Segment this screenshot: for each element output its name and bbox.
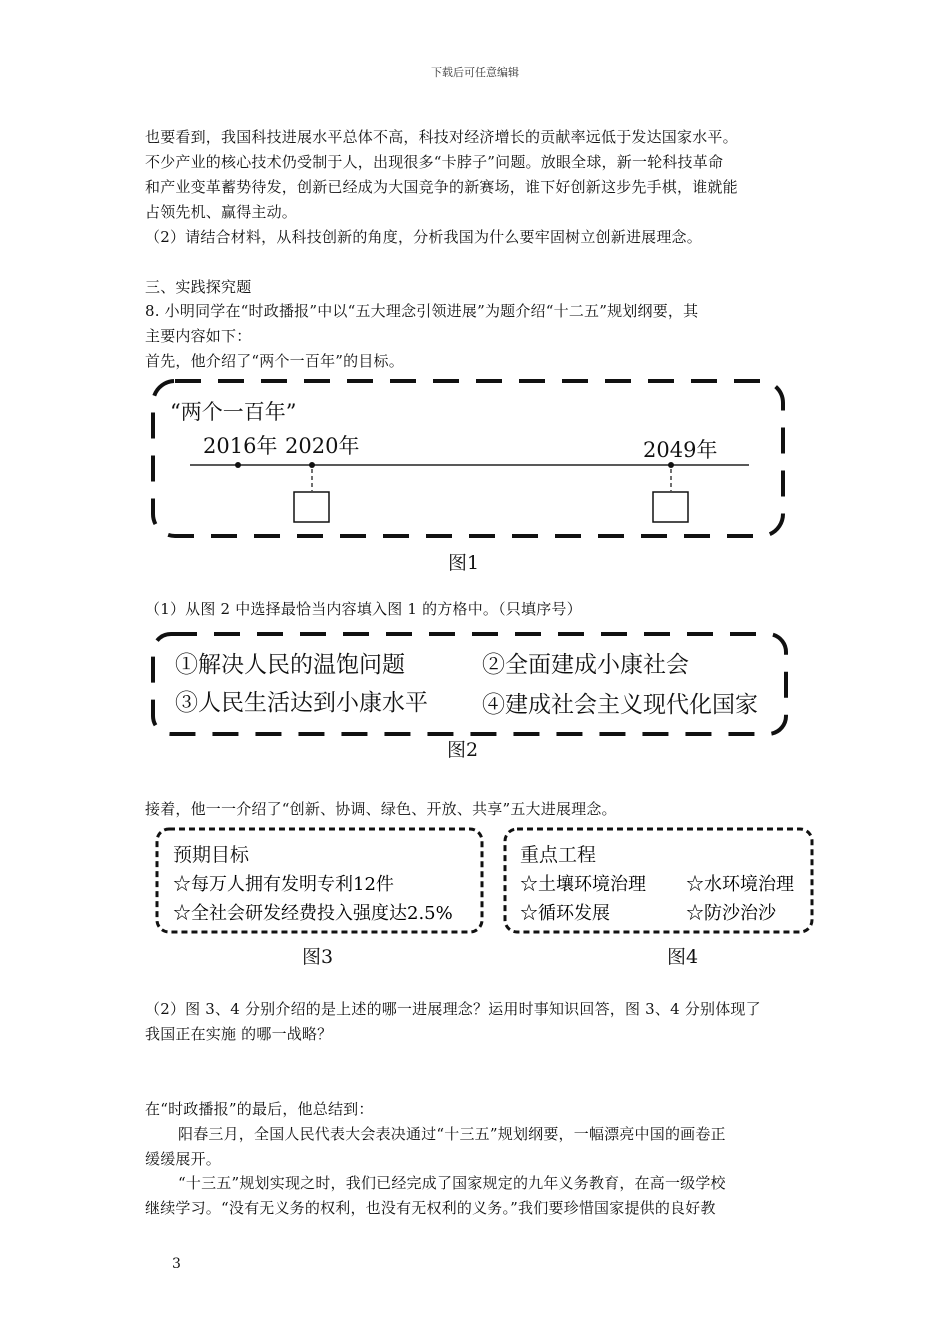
- year-label: 2020年: [285, 434, 360, 458]
- text-line: 接着，他一一介绍了“创新、协调、绿色、开放、共享”五大进展理念。: [145, 800, 617, 818]
- text-line: 首先，他介绍了“两个一百年”的目标。: [145, 352, 404, 370]
- question-2: （2）请结合材料，从科技创新的角度，分析我国为什么要牢固树立创新进展理念。: [145, 228, 702, 246]
- fig1-title: “两个一百年”: [170, 400, 297, 424]
- option-2: ②全面建成小康社会: [482, 652, 689, 678]
- text-line: 占领先机、赢得主动。: [145, 203, 298, 221]
- text-line: “十三五”规划实现之时，我们已经完成了国家规定的九年义务教育，在高一级学校: [178, 1174, 726, 1192]
- figure-2: [145, 628, 795, 768]
- fig3-caption: 图3: [302, 946, 334, 968]
- text-line: 缓缓展开。: [145, 1150, 222, 1168]
- fig4-item: ☆循环发展: [520, 903, 610, 924]
- text-line: 在“时政播报”的最后，他总结到：: [145, 1100, 374, 1118]
- option-1: ①解决人民的温饱问题: [175, 652, 405, 678]
- figure-1: [145, 375, 795, 575]
- text-line: 阳春三月，全国人民代表大会表决通过“十三五”规划纲要，一幅漂亮中国的画卷正: [178, 1125, 726, 1143]
- question-2b: （2）图 3、4 分别介绍的是上述的哪一进展理念？运用时事知识回答，图 3、4 分别体现了: [145, 1000, 761, 1018]
- fig3-item: ☆全社会研发经费投入强度达2.5%: [173, 903, 453, 924]
- text-line: 也要看到，我国科技进展水平总体不高，科技对经济增长的贡献率远低于发达国家水平。: [145, 128, 738, 146]
- option-4: ④建成社会主义现代化国家: [482, 692, 758, 718]
- figure-3-4: [145, 823, 820, 973]
- fig4-item: ☆水环境治理: [686, 874, 794, 895]
- answer-box[interactable]: [294, 492, 329, 522]
- fig2-caption: 图2: [447, 739, 479, 761]
- page-header: 下载后可任意编辑: [431, 66, 519, 79]
- fig4-item: ☆防沙治沙: [686, 903, 776, 924]
- section-heading: 三、实践探究题: [145, 278, 252, 296]
- text-line: 我国正在实施 的哪一战略？: [145, 1025, 333, 1043]
- text-line: 不少产业的核心技术仍受制于人，出现很多“卡脖子”问题。放眼全球，新一轮科技革命: [145, 153, 724, 171]
- question-1: （1）从图 2 中选择最恰当内容填入图 1 的方格中。（只填序号）: [145, 600, 582, 618]
- text-line: 继续学习。“没有无义务的权利，也没有无权利的义务。”我们要珍惜国家提供的良好教: [145, 1199, 716, 1217]
- fig4-caption: 图4: [667, 946, 699, 968]
- fig3-item: ☆每万人拥有发明专利12件: [173, 874, 394, 895]
- fig4-item: ☆土壤环境治理: [520, 874, 646, 895]
- question-8: 8. 小明同学在“时政播报”中以“五大理念引领进展”为题介绍“十二五”规划纲要，其: [145, 302, 699, 320]
- year-label: 2016年: [203, 434, 278, 458]
- page-number: 3: [172, 1256, 181, 1272]
- text-line: 和产业变革蓄势待发，创新已经成为大国竞争的新赛场，谁下好创新这步先手棋，谁就能: [145, 178, 738, 196]
- text-line: 主要内容如下：: [145, 327, 252, 345]
- fig4-title: 重点工程: [520, 844, 597, 866]
- fig1-caption: 图1: [448, 552, 480, 574]
- fig3-title: 预期目标: [173, 844, 250, 866]
- option-3: ③人民生活达到小康水平: [175, 690, 428, 716]
- answer-box[interactable]: [653, 492, 688, 522]
- year-label: 2049年: [643, 438, 718, 462]
